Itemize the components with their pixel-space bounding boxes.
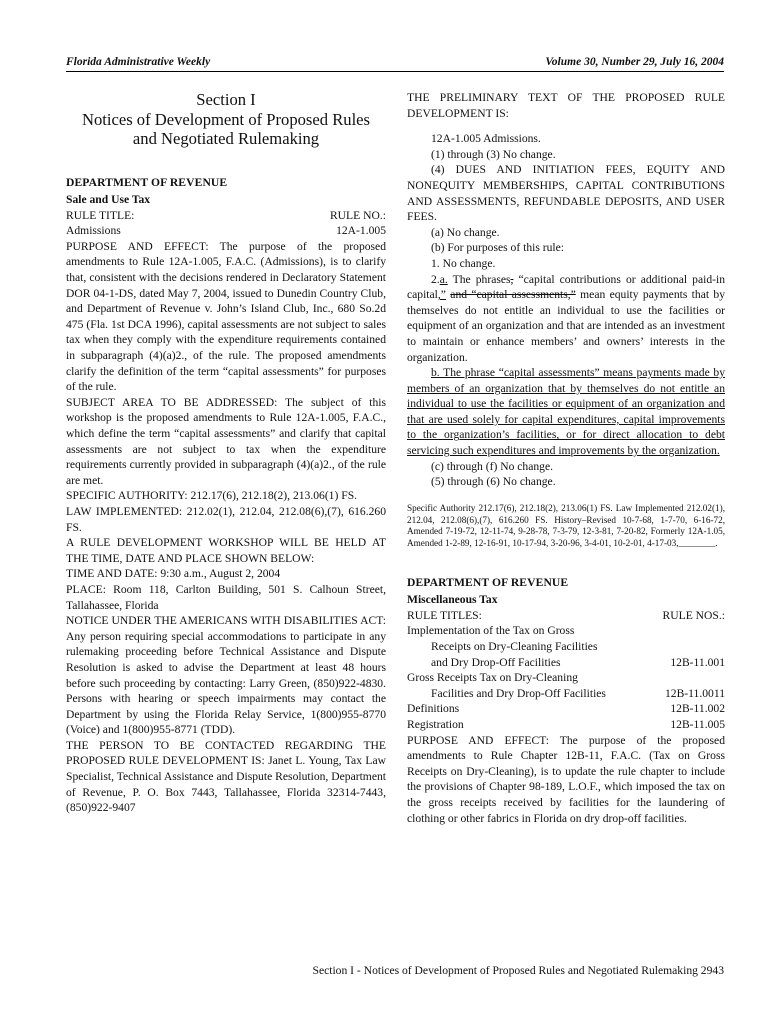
rule-history (407, 503, 725, 549)
place: PLACE: Room 118, Carlton Building, 501 S. Calhoun Street, Tallahassee, Florida (66, 582, 386, 612)
rule-title-entry: Implementation of the Tax on Gross (407, 624, 575, 638)
rule-text-line: (5) through (6) No change. (431, 475, 556, 489)
section-title-line-1: Section I (196, 90, 256, 109)
rule-text-line: (1) through (3) No change. (431, 147, 556, 161)
left-column (66, 90, 386, 816)
text-run: 2. (431, 272, 440, 286)
rule-title-entry (407, 686, 725, 702)
rule-title-label: RULE TITLE: (66, 208, 135, 222)
rule-title-text: Registration (407, 717, 464, 731)
law-implemented: LAW IMPLEMENTED: 212.02(1), 212.04, 212.08(6),(7), 616.260 FS. (66, 504, 386, 534)
rule-text-line: (a) No change. (431, 225, 500, 239)
rule-text-line: (c) through (f) No change. (431, 459, 554, 473)
section-title-line-2: Notices of Development of Proposed Rules (81, 109, 371, 129)
text-run: The phrases (447, 272, 511, 286)
history-blank: ________. (678, 537, 718, 548)
rule-number: 12B-11.001 (670, 655, 725, 669)
workshop-notice: A RULE DEVELOPMENT WORKSHOP WILL BE HELD AT THE TIME, DATE AND PLACE SHOWN BELOW: (66, 536, 386, 565)
department-heading: DEPARTMENT OF REVENUE (66, 175, 228, 189)
subheading: Sale and Use Tax (66, 193, 151, 207)
rule-number: 12B-11.002 (670, 702, 725, 716)
rule-number: 12A-1.005 (336, 224, 386, 238)
department-heading: DEPARTMENT OF REVENUE (407, 575, 569, 589)
rule-number: 12B-11.0011 (664, 686, 725, 700)
rule-nos-label: RULE NOS.: (662, 608, 725, 622)
purpose-paragraph: PURPOSE AND EFFECT: The purpose of the proposed amendments to Rule 12A-1.005, F.A.C. (Admissions), is to clarify that, consistent with the decisions rendered in Declaratory Statement DOR 04-1-DS, dated May 7, 2004, issued to Dunedin Country Club, and Department of Revenue v. John’s Island Club, Inc., 680 So.2d 475 (Fla. 1st DCA 1996), capital assessments are not subject to sales tax when they comply with the expenditure requirements contained in subparagraph (4)(a)2., of the rule. The proposed amendments clarify the definition of the term “capital assessments” for purposes of the rule. (66, 239, 386, 394)
page-footer: Section I - Notices of Development of Proposed Rules and Negotiated Rulemaking 2943 (312, 964, 724, 977)
rule-title-entry: Gross Receipts Tax on Dry-Cleaning (407, 671, 578, 685)
inserted-paragraph-2b: b. The phrase “capital assessments” means payments made by members of an organization that by themselves do not entitle an individual to use the facilities or equipment of an organization and that are used solely for capital expenditures, capital improvements to the organization’s facilities, or for direct allocation to debt servicing such expenditures and improvements by the organization. (407, 366, 725, 458)
right-column (407, 90, 725, 826)
rule-row (66, 223, 386, 239)
publication-name: Florida Administrative Weekly (66, 56, 211, 68)
running-header (66, 55, 724, 71)
subject-paragraph: SUBJECT AREA TO BE ADDRESSED: The subject of this workshop is the proposed amendments to Rule 12A-1.005, F.A.C., which define the term “capital assessments” and clarify that capital assessments are not subject to tax when the expenditure requirements currently provided in subparagraph (4)(a)2., of the rule are met. (66, 395, 386, 487)
rule-title-text: Definitions (407, 702, 460, 716)
ada-notice: NOTICE UNDER THE AMERICANS WITH DISABILITIES ACT: Any person requiring special accommodations to participate in any rulemaking proceeding before Technical Assistance and Dispute Resolution is asked to advise the Department at least 48 hours before such proceeding by contacting: Larry Green, (850)922-4830. Persons with hearing or speech impairments may contact the Department by using the Florida Relay Service, 1(800)955-8770 (Voice) and 1(800)955-8771 (TDD). (66, 614, 386, 737)
rule-title: Admissions (66, 224, 121, 238)
rule-title-text: Facilities and Dry Drop-Off Facilities (431, 686, 606, 700)
rule-title-entry (407, 655, 725, 671)
text-run: mean equity payments that by themselves do not entitle an individual to use the facilities or equipment of an organization and that are intended as an investment to maintain or enhance members’ and owners’ interests in the organization. (407, 288, 725, 364)
rule-title-text: and Dry Drop-Off Facilities (431, 655, 561, 669)
rule-title-entry (407, 701, 725, 717)
section-title-line-3: and Negotiated Rulemaking (132, 129, 320, 148)
rule-title-entry: Receipts on Dry-Cleaning Facilities (431, 639, 598, 653)
rule-no-label: RULE NO.: (329, 208, 386, 222)
subheading: Miscellaneous Tax (407, 593, 498, 607)
inserted-text: a. (439, 272, 448, 286)
section-title (66, 90, 386, 149)
deleted-text: and “capital assessments,” (450, 288, 576, 302)
rule-number: 12B-11.005 (670, 717, 725, 731)
specific-authority: SPECIFIC AUTHORITY: 212.17(6), 212.18(2), 213.06(1) FS. (66, 489, 358, 503)
rule-text-line: (b) For purposes of this rule: (431, 241, 564, 255)
history-text: Specific Authority 212.17(6), 212.18(2), 213.06(1) FS. Law Implemented 212.02(1), 212.04, 212.08(6),(7), 616.260 FS. History–Revised 10-7-68, 1-7-70, 6-16-72, Amended 7-19-72, 12-11-74, 9-28-78, 7-3-79, 12-3-81, 7-20-82, Formerly 12A-1.05, Amended 1-2-89, 12-16-91, 10-17-94, 3-20-96, 3-4-01, 10-2-01, 4-17-03, (407, 503, 725, 548)
purpose-paragraph: PURPOSE AND EFFECT: The purpose of the proposed amendments to Rule Chapter 12B-11, F.A.C. (Tax on Gross Receipts on Dry-Cleaning), is to update the rule chapter to include the provisions of Chapter 98-189, L.O.F., which imposed the tax on the gross receipts received by facilities for the laundering of clothing or other fabrics in Florida on dry drop-off facilities. (407, 733, 725, 825)
rule-titles-row (407, 608, 725, 624)
preliminary-text-heading: THE PRELIMINARY TEXT OF THE PROPOSED RULE DEVELOPMENT IS: (407, 91, 725, 120)
issue-info: Volume 30, Number 29, July 16, 2004 (545, 56, 724, 68)
rule-text-line: 1. No change. (431, 256, 496, 270)
rule-title-row (66, 208, 386, 224)
rule-text-line: (4) DUES AND INITIATION FEES, EQUITY AND NONEQUITY MEMBERSHIPS, CAPITAL CONTRIBUTIONS AND ASSESSMENTS, REFUNDABLE DEPOSITS, AND USER FEES. (407, 163, 725, 224)
time-and-date: TIME AND DATE: 9:30 a.m., August 2, 2004 (66, 567, 281, 581)
amended-paragraph-2a (407, 272, 725, 366)
deleted-text: , (510, 272, 514, 286)
rule-line: 12A-1.005 Admissions. (431, 132, 541, 146)
rule-title-entry (407, 717, 725, 733)
contact-person: THE PERSON TO BE CONTACTED REGARDING THE PROPOSED RULE DEVELOPMENT IS: Janet L. Young, Tax Law Specialist, Technical Assistance and Dispute Resolution, Department of Revenue, P. O. Box 7443, Tallahassee, Florida 32314-7443, (850)922-9407 (66, 738, 386, 815)
header-rule (66, 71, 724, 72)
rule-titles-label: RULE TITLES: (407, 608, 482, 622)
inserted-text: ,” (437, 288, 446, 302)
text-run: “capital contributions or additional paid-in capital (407, 272, 725, 302)
